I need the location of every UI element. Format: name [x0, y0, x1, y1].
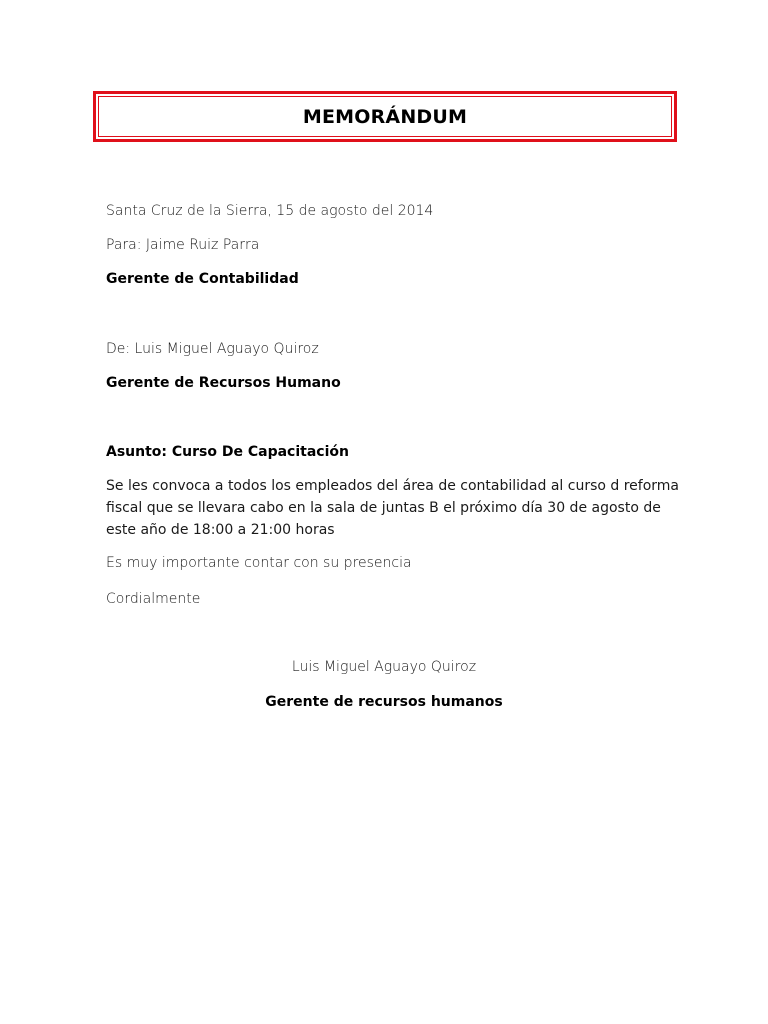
signature-role: Gerente de recursos humanos [265, 694, 503, 710]
importance-line: Es muy importante contar con su presencia [106, 555, 412, 571]
memo-title-frame [93, 91, 677, 142]
to-line: Para: Jaime Ruiz Parra [106, 237, 260, 253]
memo-title: MEMORÁNDUM [302, 105, 468, 128]
memo-title-frame-inner [98, 96, 672, 137]
closing-line: Cordialmente [106, 591, 201, 607]
body-line: Se les convoca a todos los empleados del área de contabilidad al curso d reforma [106, 478, 680, 494]
from-role: Gerente de Recursos Humano [106, 375, 341, 391]
from-line: De: Luis Miguel Aguayo Quiroz [106, 341, 319, 357]
to-role: Gerente de Contabilidad [106, 271, 299, 287]
body-line: fiscal que se llevara cabo en la sala de juntas B el próximo día 30 de agosto de [106, 500, 661, 516]
subject-line: Asunto: Curso De Capacitación [106, 444, 349, 460]
signature-name: Luis Miguel Aguayo Quiroz [291, 659, 477, 675]
date-line: Santa Cruz de la Sierra, 15 de agosto del 2014 [106, 203, 434, 219]
body-line: este año de 18:00 a 21:00 horas [106, 522, 335, 538]
body-paragraph [106, 475, 680, 541]
